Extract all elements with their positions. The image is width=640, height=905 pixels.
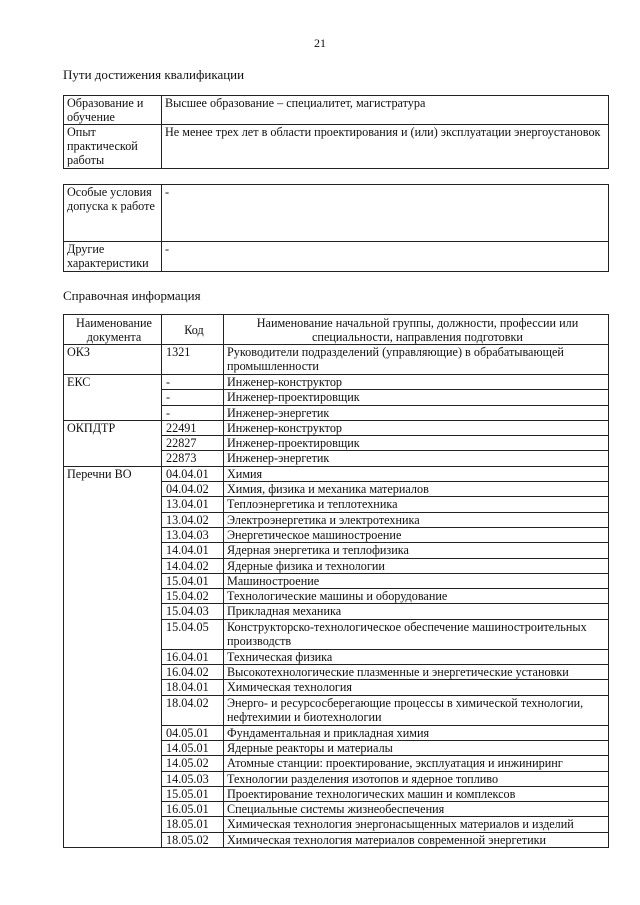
name-cell: Химия	[224, 466, 609, 481]
document-cell: ЕКС	[64, 375, 162, 421]
name-cell: Ядерные реакторы и материалы	[224, 740, 609, 755]
code-cell: 16.04.02	[162, 665, 224, 680]
conditions-table	[63, 184, 609, 272]
code-cell: 1321	[162, 345, 224, 375]
reference-header-row	[64, 315, 609, 345]
page-number: 21	[314, 36, 326, 50]
code-cell: 13.04.02	[162, 512, 224, 527]
code-cell: 15.04.02	[162, 589, 224, 604]
education-value: Высшее образование – специалитет, магистратура	[162, 96, 609, 125]
qualification-section-title: Пути достижения квалификации	[63, 67, 245, 82]
name-cell: Ядерная энергетика и теплофизика	[224, 543, 609, 558]
name-cell: Инженер-конструктор	[224, 420, 609, 435]
code-cell: 22827	[162, 436, 224, 451]
qualification-table	[63, 95, 609, 169]
name-cell: Энерго- и ресурсосберегающие процессы в химической технологии, нефтехимии и биотехнологии	[224, 695, 609, 725]
name-cell: Руководители подразделений (управляющие) в обрабатывающей промышленности	[224, 345, 609, 375]
name-cell: Химическая технология материалов современной энергетики	[224, 832, 609, 847]
code-cell: 18.05.01	[162, 817, 224, 832]
code-cell: 16.04.01	[162, 649, 224, 664]
code-cell: 18.04.01	[162, 680, 224, 695]
table-row	[64, 466, 609, 481]
document-cell: Перечни ВО	[64, 466, 162, 847]
name-cell: Технологические машины и оборудование	[224, 589, 609, 604]
special-conditions-label: Особые условия допуска к работе	[64, 185, 162, 242]
code-cell: -	[162, 405, 224, 420]
name-cell: Ядерные физика и технологии	[224, 558, 609, 573]
name-cell: Инженер-проектировщик	[224, 436, 609, 451]
code-cell: 13.04.01	[162, 497, 224, 512]
experience-value: Не менее трех лет в области проектирования и (или) эксплуатации энергоустановок	[162, 125, 609, 169]
name-cell: Проектирование технологических машин и комплексов	[224, 786, 609, 801]
name-cell: Химическая технология энергонасыщенных материалов и изделий	[224, 817, 609, 832]
code-cell: 14.04.02	[162, 558, 224, 573]
special-conditions-row	[64, 185, 609, 242]
document-cell: ОКПДТР	[64, 420, 162, 466]
name-cell: Электроэнергетика и электротехника	[224, 512, 609, 527]
name-cell: Технологии разделения изотопов и ядерное топливо	[224, 771, 609, 786]
code-cell: 04.05.01	[162, 725, 224, 740]
header-document: Наименование документа	[64, 315, 162, 345]
name-cell: Специальные системы жизнеобеспечения	[224, 802, 609, 817]
code-cell: 18.05.02	[162, 832, 224, 847]
code-cell: 22491	[162, 420, 224, 435]
header-code: Код	[162, 315, 224, 345]
code-cell: 16.05.01	[162, 802, 224, 817]
code-cell: 15.04.05	[162, 619, 224, 649]
code-cell: -	[162, 390, 224, 405]
table-row	[64, 345, 609, 375]
table-row	[64, 375, 609, 390]
name-cell: Химическая технология	[224, 680, 609, 695]
reference-table	[63, 314, 609, 848]
name-cell: Инженер-энергетик	[224, 405, 609, 420]
name-cell: Машиностроение	[224, 573, 609, 588]
name-cell: Инженер-проектировщик	[224, 390, 609, 405]
header-name: Наименование начальной группы, должности, профессии или специальности, направления подготовки	[224, 315, 609, 345]
name-cell: Техническая физика	[224, 649, 609, 664]
other-characteristics-value: -	[162, 242, 609, 272]
code-cell: 14.05.03	[162, 771, 224, 786]
name-cell: Инженер-энергетик	[224, 451, 609, 466]
name-cell: Инженер-конструктор	[224, 375, 609, 390]
code-cell: 15.04.03	[162, 604, 224, 619]
name-cell: Фундаментальная и прикладная химия	[224, 725, 609, 740]
code-cell: 04.04.01	[162, 466, 224, 481]
code-cell: 18.04.02	[162, 695, 224, 725]
name-cell: Прикладная механика	[224, 604, 609, 619]
code-cell: 15.05.01	[162, 786, 224, 801]
code-cell: 13.04.03	[162, 527, 224, 542]
name-cell: Высокотехнологические плазменные и энергетические установки	[224, 665, 609, 680]
code-cell: 04.04.02	[162, 482, 224, 497]
education-row	[64, 96, 609, 125]
experience-label: Опыт практической работы	[64, 125, 162, 169]
code-cell: 14.04.01	[162, 543, 224, 558]
document-cell: ОКЗ	[64, 345, 162, 375]
name-cell: Атомные станции: проектирование, эксплуатация и инжиниринг	[224, 756, 609, 771]
other-characteristics-row	[64, 242, 609, 272]
reference-section-title: Справочная информация	[63, 288, 201, 303]
table-row	[64, 420, 609, 435]
name-cell: Химия, физика и механика материалов	[224, 482, 609, 497]
name-cell: Конструкторско-технологическое обеспечение машиностроительных производств	[224, 619, 609, 649]
education-label: Образование и обучение	[64, 96, 162, 125]
code-cell: 15.04.01	[162, 573, 224, 588]
experience-row	[64, 125, 609, 169]
code-cell: 14.05.01	[162, 740, 224, 755]
code-cell: -	[162, 375, 224, 390]
other-characteristics-label: Другие характеристики	[64, 242, 162, 272]
code-cell: 22873	[162, 451, 224, 466]
special-conditions-value: -	[162, 185, 609, 242]
name-cell: Теплоэнергетика и теплотехника	[224, 497, 609, 512]
code-cell: 14.05.02	[162, 756, 224, 771]
name-cell: Энергетическое машиностроение	[224, 527, 609, 542]
